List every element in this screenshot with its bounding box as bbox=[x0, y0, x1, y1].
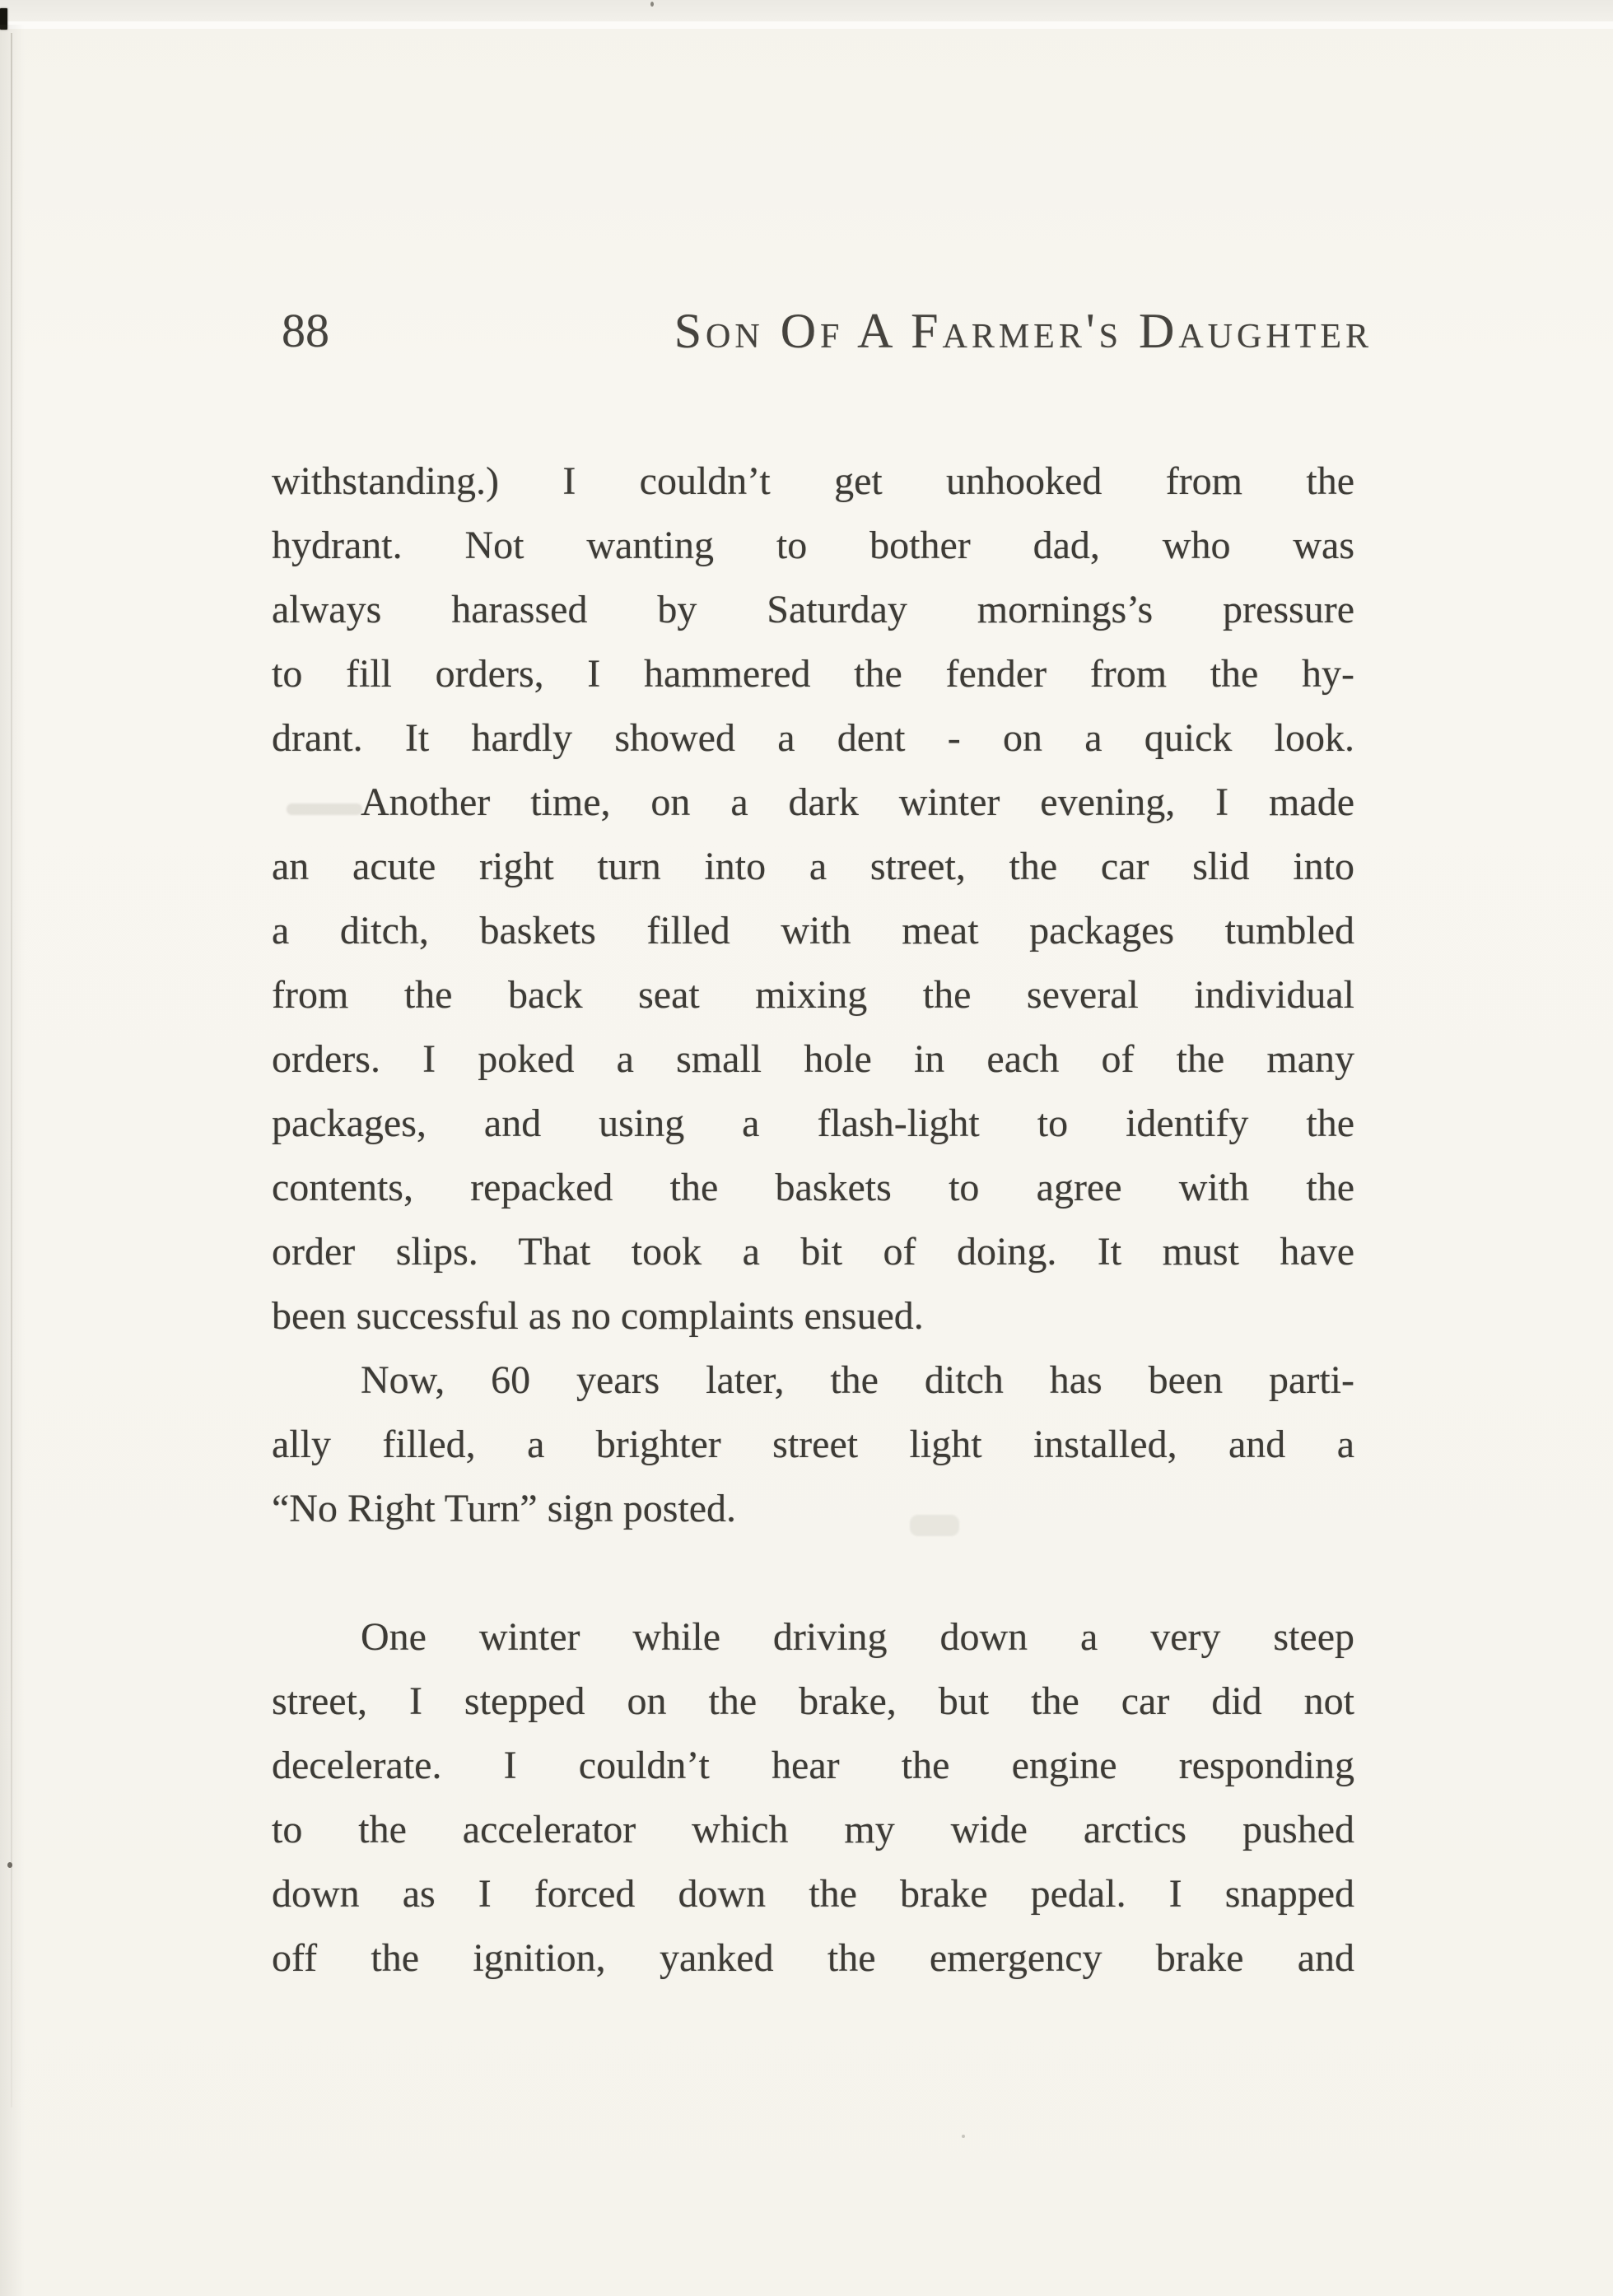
text-line: One winter while driving down a very steep bbox=[361, 1615, 1354, 1659]
text-line: Now, 60 years later, the ditch has been parti- bbox=[361, 1358, 1354, 1402]
scan-page-edge-highlight bbox=[0, 21, 1613, 29]
paragraph bbox=[272, 771, 1354, 1348]
text-line: packages, and using a flash-light to identify the bbox=[272, 1101, 1354, 1145]
running-header-title: Son Of A Farmer's Daughter bbox=[674, 304, 1373, 358]
paragraph bbox=[272, 1605, 1354, 1991]
text-line: “No Right Turn” sign posted. bbox=[272, 1487, 737, 1530]
text-line: drant. It hardly showed a dent - on a quick look. bbox=[272, 716, 1354, 760]
text-line: been successful as no complaints ensued. bbox=[272, 1294, 924, 1338]
text-line: orders. I poked a small hole in each of the many bbox=[272, 1037, 1354, 1081]
text-line: an acute right turn into a street, the car slid into bbox=[272, 845, 1354, 888]
text-line: down as I forced down the brake pedal. I snapped bbox=[272, 1872, 1354, 1916]
text-line: Another time, on a dark winter evening, I made bbox=[361, 780, 1354, 824]
text-line: ally filled, a brighter street light installed, and a bbox=[272, 1423, 1354, 1466]
text-line: to the accelerator which my wide arctics pushed bbox=[272, 1808, 1354, 1851]
scan-left-crease bbox=[11, 33, 12, 2107]
text-line: always harassed by Saturday mornings’s pressure bbox=[272, 588, 1354, 631]
page-number: 88 bbox=[282, 304, 329, 357]
text-line: order slips. That took a bit of doing. It must have bbox=[272, 1230, 1354, 1274]
text-line: a ditch, baskets filled with meat packages tumbled bbox=[272, 909, 1354, 952]
scan-left-shadow bbox=[0, 25, 25, 2296]
text-line: off the ignition, yanked the emergency brake and bbox=[272, 1936, 1354, 1980]
text-line: withstanding.) I couldn’t get unhooked from the bbox=[272, 459, 1354, 503]
running-header bbox=[272, 301, 1373, 367]
text-line: from the back seat mixing the several individual bbox=[272, 973, 1354, 1017]
text-line: contents, repacked the baskets to agree with the bbox=[272, 1166, 1354, 1209]
scan-speck bbox=[7, 1862, 12, 1868]
scan-speck bbox=[650, 2, 654, 7]
text-line: street, I stepped on the brake, but the car did not bbox=[272, 1679, 1354, 1723]
text-line: hydrant. Not wanting to bother dad, who was bbox=[272, 524, 1354, 567]
paragraph bbox=[272, 1348, 1354, 1541]
paragraph bbox=[272, 449, 1354, 771]
scan-top-edge bbox=[0, 0, 1613, 21]
body-text bbox=[272, 449, 1354, 1991]
text-line: to fill orders, I hammered the fender from the hy- bbox=[272, 652, 1354, 696]
text-line: decelerate. I couldn’t hear the engine responding bbox=[272, 1744, 1354, 1787]
scan-speck bbox=[962, 2135, 965, 2138]
